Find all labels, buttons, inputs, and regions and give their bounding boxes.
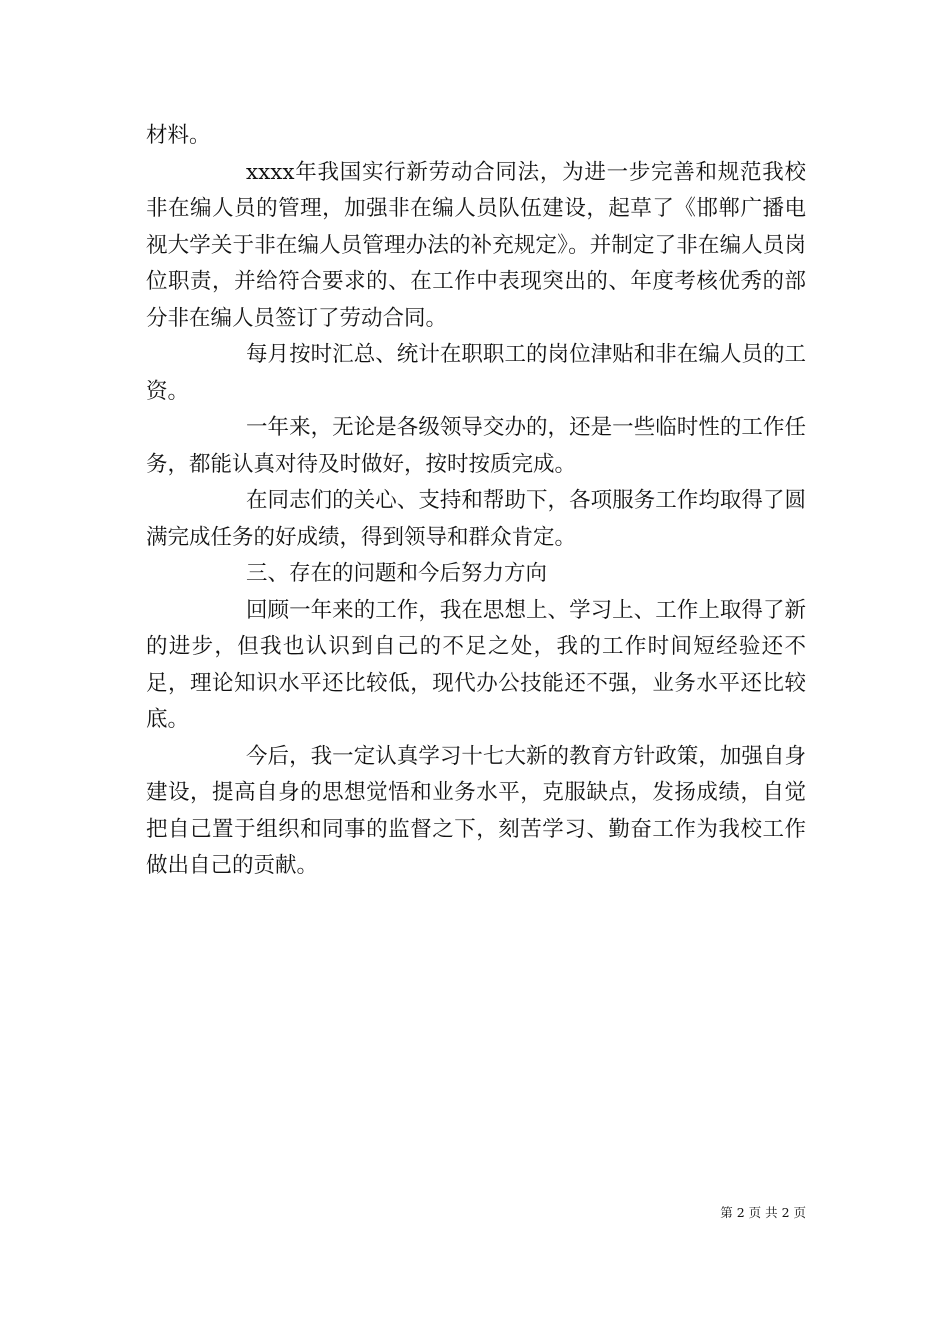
paragraph-continuation: 材料。	[146, 123, 211, 148]
paragraph-labor-contract-law: xxxx年我国实行新劳动合同法，为进一步完善和规范我校非在编人员的管理，加强非在编人员队伍建设，起草了《邯郸广播电视大学关于非在编人员管理办法的补充规定》。并制定了非在编人员岗位职责，并给符合要求的、在工作中表现突出的、年度考核优秀的部分非在编人员签订了劳动合同。	[146, 159, 806, 331]
page-number: 第 2 页 共 2 页	[720, 1205, 806, 1220]
document-body	[146, 118, 806, 885]
paragraph-future-plans: 今后，我一定认真学习十七大新的教育方针政策，加强自身建设，提高自身的思想觉悟和业务水平，克服缺点，发扬成绩，自觉把自己置于组织和同事的监督之下，刻苦学习、勤奋工作为我校工作做出自己的贡献。	[146, 743, 806, 878]
paragraph-monthly-payroll: 每月按时汇总、统计在职职工的岗位津贴和非在编人员的工资。	[146, 342, 806, 404]
paragraph-review: 回顾一年来的工作，我在思想上、学习上、工作上取得了新的进步，但我也认识到自己的不足之处，我的工作时间短经验还不足，理论知识水平还比较低，现代办公技能还不强，业务水平还比较底。	[146, 597, 806, 732]
paragraph-achievements: 在同志们的关心、支持和帮助下，各项服务工作均取得了圆满完成任务的好成绩，得到领导和群众肯定。	[146, 488, 806, 550]
section-heading-problems: 三、存在的问题和今后努力方向	[246, 561, 548, 586]
paragraph-task-completion: 一年来，无论是各级领导交办的，还是一些临时性的工作任务，都能认真对待及时做好，按时按质完成。	[146, 415, 806, 477]
